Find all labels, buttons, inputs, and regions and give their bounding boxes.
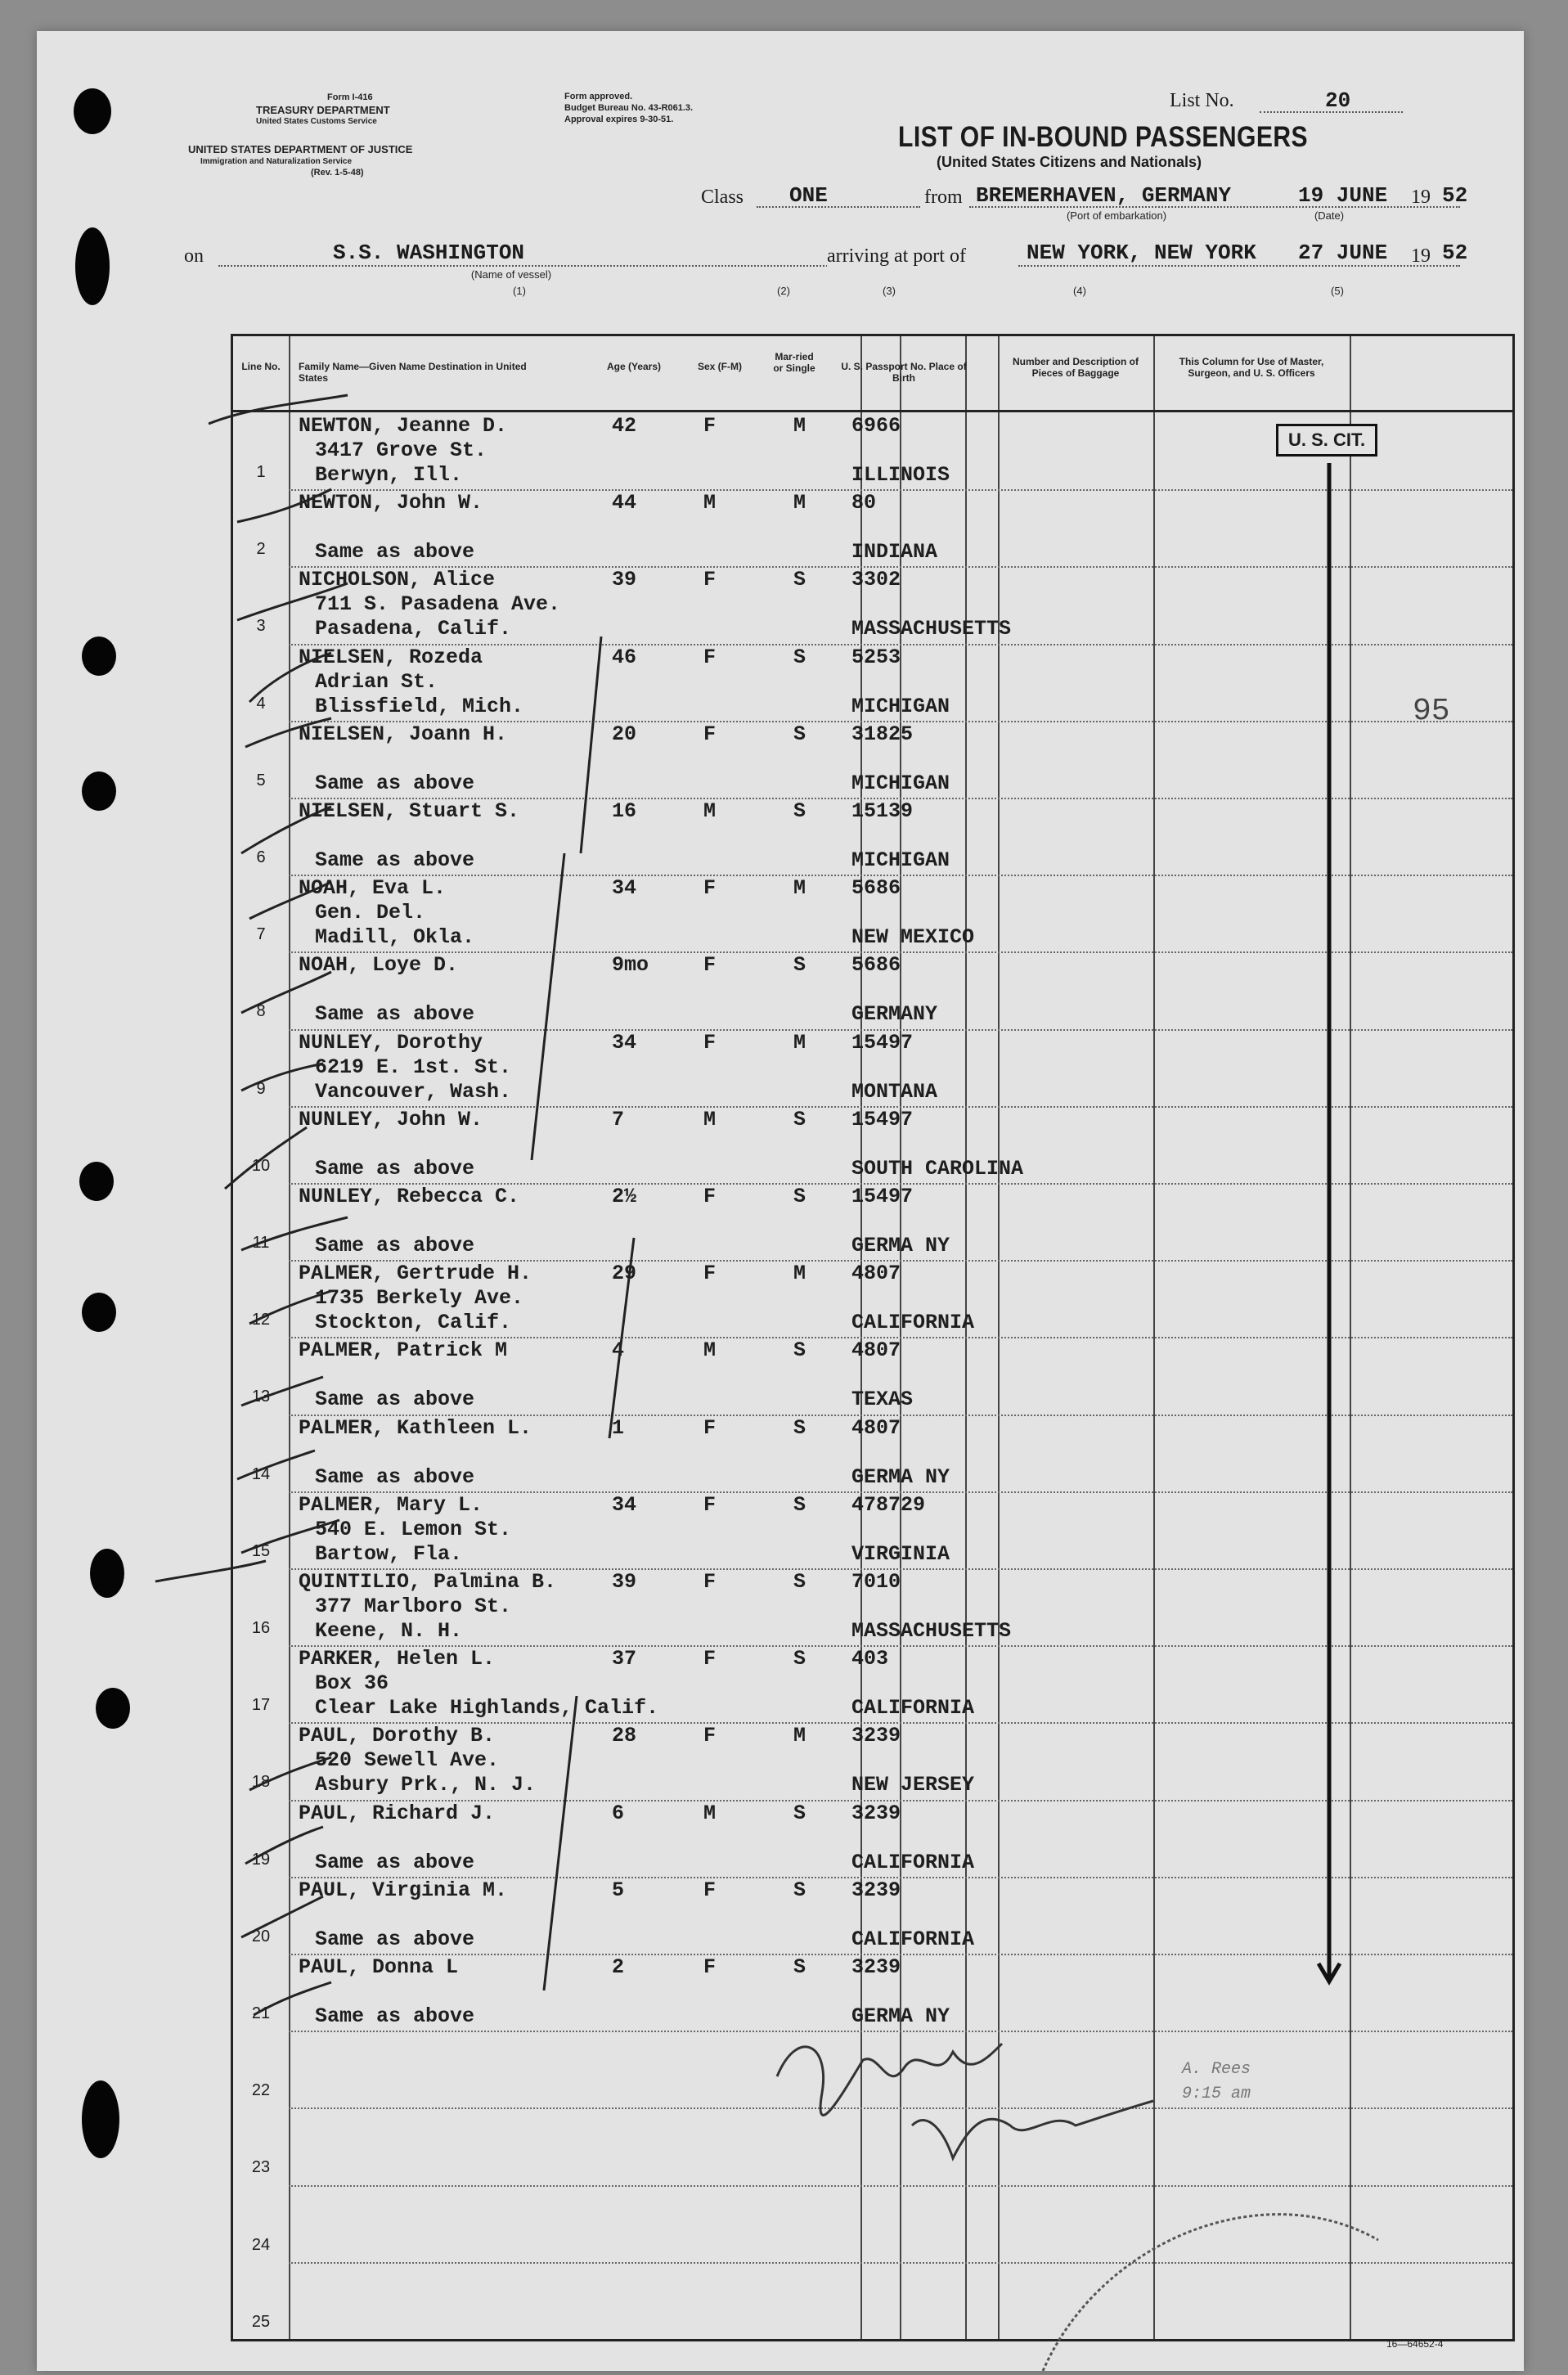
col-head-name: Family Name—Given Name Destination in United States: [299, 361, 527, 384]
arrival-year-prefix: 19: [1411, 245, 1431, 267]
marital-status: S: [793, 722, 806, 746]
age: 4: [612, 1338, 625, 1363]
age: 29: [612, 1262, 637, 1286]
signature: A. Rees: [1182, 2060, 1251, 2079]
sex: F: [703, 1185, 717, 1208]
address-line-2: Stockton, Calif.: [315, 1311, 512, 1335]
passport-number: 15497: [851, 1185, 914, 1208]
marital-status: M: [793, 491, 806, 515]
list-no-label: List No.: [1170, 90, 1234, 111]
age: 5: [612, 1878, 625, 1902]
place-of-birth: MASSACHUSETTS: [851, 617, 1012, 641]
age: 39: [612, 1570, 637, 1594]
age: 44: [612, 491, 637, 515]
port-embark-caption: (Port of embarkation): [1066, 209, 1167, 222]
passenger-name: NIELSEN, Rozeda: [299, 645, 483, 669]
punch-hole: [75, 227, 110, 305]
passenger-name: NIELSEN, Joann H.: [299, 722, 508, 746]
age: 20: [612, 722, 637, 746]
passport-number: 478729: [851, 1492, 926, 1517]
address-line-2: Same as above: [315, 1388, 475, 1412]
marital-status: M: [793, 1724, 806, 1748]
address-line-2: Madill, Okla.: [315, 925, 475, 950]
passenger-name: PALMER, Kathleen L.: [299, 1415, 532, 1440]
marital-status: M: [793, 414, 806, 438]
marital-status: S: [793, 1415, 806, 1440]
line-number: 21: [251, 2004, 271, 2022]
date-caption: (Date): [1314, 209, 1345, 222]
address-line-2: Asbury Prk., N. J.: [315, 1773, 537, 1797]
col-number-2: (2): [777, 285, 790, 297]
form-id: Form I-416: [327, 92, 373, 102]
address-line-2: Bartow, Fla.: [315, 1541, 463, 1566]
page-title: LIST OF IN-BOUND PASSENGERS: [898, 121, 1309, 153]
passenger-name: NUNLEY, Rebecca C.: [299, 1185, 520, 1208]
passenger-name: NUNLEY, John W.: [299, 1107, 483, 1131]
col-number-4: (4): [1073, 285, 1086, 297]
justice-label: UNITED STATES DEPARTMENT OF JUSTICE: [188, 143, 413, 155]
passenger-name: NIELSEN, Stuart S.: [299, 799, 520, 823]
address-line-1: 377 Marlboro St.: [315, 1595, 512, 1618]
place-of-birth: GERMA NY: [851, 1234, 950, 1257]
row-divider: [289, 2107, 1512, 2109]
passenger-name: QUINTILIO, Palmina B.: [299, 1570, 557, 1594]
line-number: 13: [251, 1388, 271, 1406]
line-number: 9: [256, 1079, 266, 1098]
punch-hole: [79, 1162, 114, 1201]
address-line-2: Same as above: [315, 848, 475, 872]
line-number: 1: [256, 463, 266, 481]
age: 1: [612, 1415, 625, 1440]
place-of-birth: NEW JERSEY: [851, 1773, 975, 1797]
age: 9mo: [612, 953, 649, 978]
passport-number: 15139: [851, 799, 914, 823]
sex: F: [703, 414, 717, 438]
passenger-name: PAUL, Virginia M.: [299, 1878, 508, 1902]
place-of-birth: MICHIGAN: [851, 848, 950, 872]
line-number: 16: [251, 1619, 271, 1637]
line-number: 18: [251, 1773, 271, 1792]
col-head-sex: Sex (F-M): [698, 361, 742, 372]
age: 28: [612, 1724, 637, 1748]
line-number: 15: [251, 1541, 271, 1560]
age: 2: [612, 1955, 625, 1979]
passenger-name: PALMER, Mary L.: [299, 1492, 483, 1517]
address-line-1: 540 E. Lemon St.: [315, 1517, 512, 1541]
sex: F: [703, 1955, 717, 1979]
page-number: 95: [1413, 694, 1450, 729]
customs-label: United States Customs Service: [256, 117, 377, 126]
address-line-1: Box 36: [315, 1671, 389, 1696]
embark-year: 52: [1442, 183, 1468, 208]
marital-status: S: [793, 1107, 806, 1131]
place-of-birth: GERMA NY: [851, 2004, 950, 2028]
form-approved: Form approved.: [564, 92, 633, 101]
line-number: 17: [251, 1696, 271, 1715]
passport-number: 5686: [851, 953, 901, 978]
punch-hole: [90, 1549, 124, 1598]
age: 2½: [612, 1185, 637, 1208]
embark-year-prefix: 19: [1411, 187, 1431, 208]
passport-number: 80: [851, 491, 877, 515]
line-number: 22: [251, 2081, 271, 2100]
address-line-1: 3417 Grove St.: [315, 439, 487, 462]
address-line-1: Gen. Del.: [315, 901, 426, 925]
sex: M: [703, 491, 717, 515]
punch-hole: [82, 2080, 119, 2158]
age: 46: [612, 645, 637, 669]
marital-status: S: [793, 1570, 806, 1594]
age: 7: [612, 1107, 625, 1131]
passport-number: 3239: [851, 1955, 901, 1979]
marital-status: S: [793, 1185, 806, 1208]
address-line-2: Same as above: [315, 2004, 475, 2028]
passenger-name: NOAH, Loye D.: [299, 953, 459, 978]
passenger-name: PALMER, Patrick M: [299, 1338, 508, 1363]
passenger-name: NICHOLSON, Alice: [299, 568, 496, 592]
class-value: ONE: [789, 183, 828, 208]
arrival-date: 27 JUNE: [1298, 241, 1388, 265]
address-line-2: Same as above: [315, 1234, 475, 1257]
arrival-port: NEW YORK, NEW YORK: [1027, 241, 1256, 265]
us-citizen-stamp: U. S. CIT.: [1276, 424, 1377, 457]
marital-status: S: [793, 953, 806, 978]
place-of-birth: GERMA NY: [851, 1464, 950, 1489]
place-of-birth: TEXAS: [851, 1388, 914, 1412]
address-line-2: Vancouver, Wash.: [315, 1079, 512, 1104]
sex: M: [703, 1338, 717, 1363]
sex: F: [703, 1570, 717, 1594]
line-number: 6: [256, 848, 266, 866]
place-of-birth: MASSACHUSETTS: [851, 1619, 1012, 1643]
from-label: from: [924, 187, 963, 208]
line-number: 5: [256, 771, 266, 789]
vessel-caption: (Name of vessel): [470, 268, 552, 281]
punch-hole: [74, 88, 111, 134]
sex: F: [703, 1647, 717, 1671]
col-head-baggage: Number and Description of Pieces of Baggage: [1012, 356, 1139, 379]
place-of-birth: CALIFORNIA: [851, 1311, 975, 1335]
address-line-2: Keene, N. H.: [315, 1619, 463, 1643]
sex: M: [703, 1107, 717, 1131]
passenger-name: PAUL, Dorothy B.: [299, 1724, 496, 1748]
punch-hole: [82, 636, 116, 676]
marital-status: S: [793, 1955, 806, 1979]
passenger-name: PALMER, Gertrude H.: [299, 1262, 532, 1286]
col-head-line-no: Line No.: [241, 361, 281, 372]
address-line-2: Same as above: [315, 771, 475, 795]
marital-status: S: [793, 645, 806, 669]
place-of-birth: SOUTH CAROLINA: [851, 1156, 1024, 1181]
row-divider: [289, 2185, 1512, 2187]
vessel-line: [218, 265, 856, 267]
vessel-name: S.S. WASHINGTON: [333, 241, 525, 265]
marital-status: M: [793, 1030, 806, 1055]
place-of-birth: MICHIGAN: [851, 694, 950, 718]
embark-date: 19 JUNE: [1298, 183, 1388, 208]
arrival-year: 52: [1442, 241, 1468, 265]
passenger-name: NEWTON, John W.: [299, 491, 483, 515]
line-number: 14: [251, 1464, 271, 1483]
time-note: 9:15 am: [1182, 2085, 1251, 2103]
punch-hole: [82, 771, 116, 811]
place-of-birth: ILLINOIS: [851, 463, 950, 487]
address-line-2: Clear Lake Highlands, Calif.: [315, 1696, 659, 1721]
passport-number: 3239: [851, 1724, 901, 1748]
col-head-age: Age (Years): [606, 361, 662, 372]
passport-number: 4807: [851, 1262, 901, 1286]
address-line-1: 520 Sewell Ave.: [315, 1748, 500, 1773]
place-of-birth: VIRGINIA: [851, 1541, 950, 1566]
sex: F: [703, 953, 717, 978]
passport-number: 31825: [851, 722, 914, 746]
address-line-2: Same as above: [315, 540, 475, 565]
marital-status: S: [793, 568, 806, 592]
marital-status: S: [793, 799, 806, 823]
age: 37: [612, 1647, 637, 1671]
passenger-name: NUNLEY, Dorothy: [299, 1030, 483, 1055]
age: 34: [612, 1492, 637, 1517]
place-of-birth: GERMANY: [851, 1002, 938, 1027]
place-of-birth: CALIFORNIA: [851, 1696, 975, 1721]
sex: F: [703, 1492, 717, 1517]
sex: F: [703, 1415, 717, 1440]
address-line-1: 1735 Berkely Ave.: [315, 1286, 524, 1311]
age: 39: [612, 568, 637, 592]
marital-status: S: [793, 1338, 806, 1363]
address-line-1: 6219 E. 1st. St.: [315, 1055, 512, 1079]
address-line-1: Adrian St.: [315, 669, 438, 694]
line-number: 4: [256, 694, 266, 713]
passport-number: 3239: [851, 1878, 901, 1902]
budget-bureau: Budget Bureau No. 43-R061.3.: [564, 103, 694, 113]
age: 6: [612, 1801, 625, 1825]
address-line-2: Same as above: [315, 1464, 475, 1489]
list-no-value: 20: [1325, 88, 1351, 113]
marital-status: S: [793, 1647, 806, 1671]
marital-status: S: [793, 1878, 806, 1902]
footer-code: 16—64652-4: [1386, 2338, 1444, 2350]
sex: F: [703, 722, 717, 746]
col-head-officers: This Column for Use of Master, Surgeon, and U. S. Officers: [1179, 356, 1324, 379]
line-number: 3: [256, 617, 266, 636]
address-line-2: Same as above: [315, 1002, 475, 1027]
sex: M: [703, 1801, 717, 1825]
class-line: [757, 206, 920, 208]
row-divider: [289, 2031, 1512, 2032]
passport-number: 5253: [851, 645, 901, 669]
line-number: 23: [251, 2158, 271, 2177]
line-number: 25: [251, 2312, 271, 2331]
age: 34: [612, 876, 637, 901]
rev-label: (Rev. 1-5-48): [311, 168, 364, 178]
col-number-1: (1): [513, 285, 526, 297]
place-of-birth: MONTANA: [851, 1079, 938, 1104]
place-of-birth: MICHIGAN: [851, 771, 950, 795]
arriving-label: arriving at port of: [827, 245, 966, 267]
place-of-birth: CALIFORNIA: [851, 1927, 975, 1951]
port-embarkation: BREMERHAVEN, GERMANY: [976, 183, 1232, 208]
arrival-line: [1018, 265, 1460, 267]
line-number: 19: [251, 1850, 271, 1869]
passport-number: 4807: [851, 1338, 901, 1363]
passenger-name: PAUL, Richard J.: [299, 1801, 496, 1825]
place-of-birth: CALIFORNIA: [851, 1850, 975, 1874]
address-line-2: Same as above: [315, 1850, 475, 1874]
col-head-passport: U. S. Passport No. Place of Birth: [841, 361, 967, 384]
header-divider: [233, 410, 1512, 412]
marital-status: S: [793, 1492, 806, 1517]
address-line-2: Same as above: [315, 1156, 475, 1181]
address-line-2: Same as above: [315, 1927, 475, 1951]
age: 42: [612, 414, 637, 438]
passport-number: 15497: [851, 1030, 914, 1055]
sex: F: [703, 1878, 717, 1902]
passport-number: 3302: [851, 568, 901, 592]
line-number: 8: [256, 1002, 266, 1021]
passport-number: 15497: [851, 1107, 914, 1131]
col-number-5: (5): [1331, 285, 1344, 297]
passport-number: 3239: [851, 1801, 901, 1825]
passenger-name: NEWTON, Jeanne D.: [299, 414, 508, 438]
line-number: 7: [256, 925, 266, 944]
marital-status: M: [793, 876, 806, 901]
sex: F: [703, 1724, 717, 1748]
line-number: 12: [251, 1311, 271, 1329]
address-line-1: 711 S. Pasadena Ave.: [315, 592, 561, 617]
manifest-sheet: [37, 31, 1524, 2371]
class-label: Class: [701, 187, 744, 208]
sex: F: [703, 1262, 717, 1286]
passenger-name: PARKER, Helen L.: [299, 1647, 496, 1671]
line-number: 2: [256, 540, 266, 559]
place-of-birth: INDIANA: [851, 540, 938, 565]
marital-status: M: [793, 1262, 806, 1286]
sex: M: [703, 799, 717, 823]
marital-status: S: [793, 1801, 806, 1825]
passport-number: 6966: [851, 414, 901, 438]
col-head-married: Mar-ried or Single: [773, 351, 815, 374]
place-of-birth: NEW MEXICO: [851, 925, 975, 950]
line-number: 24: [251, 2235, 271, 2254]
line-number: 11: [252, 1234, 270, 1252]
passenger-table: [231, 334, 1515, 2341]
page-subtitle: (United States Citizens and Nationals): [937, 154, 1202, 170]
ins-label: Immigration and Naturalization Service: [200, 157, 353, 166]
col-number-3: (3): [883, 285, 896, 297]
passport-number: 4807: [851, 1415, 901, 1440]
sex: F: [703, 1030, 717, 1055]
on-label: on: [184, 245, 204, 267]
address-line-2: Pasadena, Calif.: [315, 617, 512, 641]
treasury-label: TREASURY DEPARTMENT: [256, 104, 390, 116]
passenger-name: PAUL, Donna L: [299, 1955, 459, 1979]
age: 16: [612, 799, 637, 823]
punch-hole: [96, 1688, 130, 1729]
address-line-2: Blissfield, Mich.: [315, 694, 524, 718]
approval-expires: Approval expires 9-30-51.: [564, 115, 674, 124]
passport-number: 5686: [851, 876, 901, 901]
passenger-name: NOAH, Eva L.: [299, 876, 447, 901]
sex: F: [703, 568, 717, 592]
line-number: 20: [251, 1927, 271, 1945]
sex: F: [703, 876, 717, 901]
line-number: 10: [251, 1156, 271, 1175]
row-divider: [289, 2262, 1512, 2264]
age: 34: [612, 1030, 637, 1055]
passport-number: 7010: [851, 1570, 901, 1594]
passport-number: 403: [851, 1647, 889, 1671]
sex: F: [703, 645, 717, 669]
punch-hole: [82, 1293, 116, 1332]
address-line-2: Berwyn, Ill.: [315, 463, 463, 487]
